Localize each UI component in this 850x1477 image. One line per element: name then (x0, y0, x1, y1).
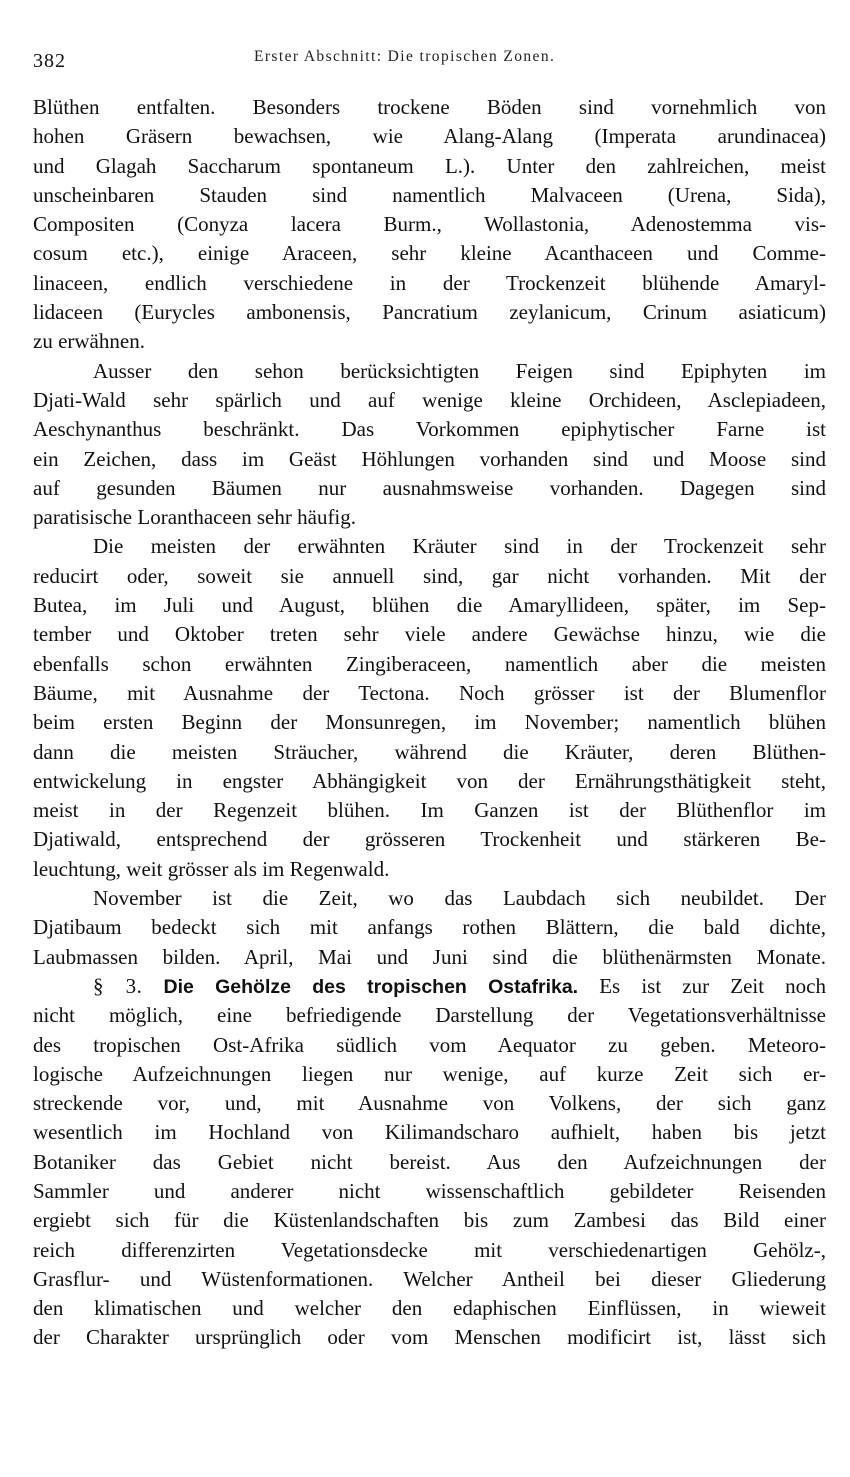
text-line: linaceen, endlich verschiedene in der Trockenzeit blühende Amaryl- (33, 270, 826, 295)
text-line: auf gesunden Bäumen nur ausnahmsweise vorhanden. Dagegen sind (33, 475, 826, 500)
text-line: und Glagah Saccharum spontaneum L.). Unter den zahlreichen, meist (33, 153, 826, 178)
section-title: Die Gehölze des tropischen Ostafrika. (163, 975, 579, 998)
text-line: Ausser den sehon berücksichtigten Feigen sind Epiphyten im (93, 358, 826, 383)
text-line: entwickelung in engster Abhängigkeit von der Ernährungsthätigkeit steht, (33, 768, 826, 793)
text-line: der Charakter ursprünglich oder vom Menschen modificirt ist, lässt sich (33, 1325, 826, 1350)
text-line: nicht möglich, eine befriedigende Darstellung der Vegetationsverhältnisse (33, 1003, 826, 1028)
text-line: reducirt oder, soweit sie annuell sind, gar nicht vorhanden. Mit der (33, 563, 826, 588)
text-line: logische Aufzeichnungen liegen nur wenige, auf kurze Zeit sich er- (33, 1061, 826, 1086)
text-line: meist in der Regenzeit blühen. Im Ganzen ist der Blüthenflor im (33, 798, 826, 823)
running-head-title: Erster Abschnitt: Die tropischen Zonen. (254, 48, 556, 65)
text-line: Aeschynanthus beschränkt. Das Vorkommen epiphytischer Farne ist (33, 417, 826, 442)
text-line: zu erwähnen. (33, 329, 145, 354)
text-line: Djatibaum bedeckt sich mit anfangs rothen Blättern, die bald dichte, (33, 915, 826, 940)
text-line: Sammler und anderer nicht wissenschaftlich gebildeter Reisenden (33, 1178, 826, 1203)
page-number: 382 (33, 50, 66, 72)
text-line: unscheinbaren Stauden sind namentlich Malvaceen (Urena, Sida), (33, 182, 826, 207)
text-line: Laubmassen bilden. April, Mai und Juni sind die blüthenärmsten Monate. (33, 944, 826, 969)
text-line: streckende vor, und, mit Ausnahme von Volkens, der sich ganz (33, 1091, 826, 1116)
paragraphs-block (33, 93, 826, 972)
text-line: reich differenzirten Vegetationsdecke mit verschiedenartigen Gehölz-, (33, 1237, 826, 1262)
text-line: Botaniker das Gebiet nicht bereist. Aus den Aufzeichnungen der (33, 1149, 826, 1174)
text-line: des tropischen Ost-Afrika südlich vom Aequator zu geben. Meteoro- (33, 1032, 826, 1057)
text-line: Compositen (Conyza lacera Burm., Wollastonia, Adenostemma vis- (33, 212, 826, 237)
text-line: lidaceen (Eurycles ambonensis, Pancratium zeylanicum, Crinum asiaticum) (33, 300, 826, 325)
text-line: Bäume, mit Ausnahme der Tectona. Noch grösser ist der Blumenflor (33, 680, 826, 705)
text-line: Blüthen entfalten. Besonders trockene Böden sind vornehmlich von (33, 95, 826, 119)
text-line: leuchtung, weit grösser als im Regenwald. (33, 856, 390, 881)
text-line: beim ersten Beginn der Monsunregen, im November; namentlich blühen (33, 710, 826, 735)
text-line: den klimatischen und welcher den edaphischen Einflüssen, in wieweit (33, 1296, 826, 1321)
text-line: tember und Oktober treten sehr viele andere Gewächse hinzu, wie die (33, 622, 826, 647)
section-heading-line (33, 972, 826, 1001)
section-paragraph-block (33, 1001, 826, 1353)
text-line: paratisische Loranthaceen sehr häufig. (33, 505, 357, 530)
text-line: November ist die Zeit, wo das Laubdach sich neubildet. Der (93, 886, 826, 911)
text-line: cosum etc.), einige Araceen, sehr kleine Acanthaceen und Comme- (33, 241, 826, 266)
text-line: Butea, im Juli und August, blühen die Amaryllideen, später, im Sep- (33, 593, 826, 618)
text-line: ein Zeichen, dass im Geäst Höhlungen vorhanden sind und Moose sind (33, 446, 826, 471)
section-first-line-text: Es ist zur Zeit noch (599, 973, 827, 998)
section-number: § 3. (93, 973, 143, 998)
page-body-text (33, 93, 826, 1353)
text-line: hohen Gräsern bewachsen, wie Alang-Alang (Imperata arundinacea) (33, 124, 826, 149)
text-line: Die meisten der erwähnten Kräuter sind in der Trockenzeit sehr (93, 534, 826, 559)
text-line: Djatiwald, entsprechend der grösseren Trockenheit und stärkeren Be- (33, 827, 826, 852)
text-line: ebenfalls schon erwähnten Zingiberaceen, namentlich aber die meisten (33, 651, 826, 676)
text-line: Grasflur- und Wüstenformationen. Welcher Antheil bei dieser Gliederung (33, 1266, 826, 1291)
text-line: dann die meisten Sträucher, während die Kräuter, deren Blüthen- (33, 739, 826, 764)
text-line: Djati-Wald sehr spärlich und auf wenige kleine Orchideen, Asclepiadeen, (33, 387, 826, 412)
text-line: ergiebt sich für die Küstenlandschaften bis zum Zambesi das Bild einer (33, 1208, 826, 1233)
running-header (30, 44, 830, 74)
text-line: wesentlich im Hochland von Kilimandscharo aufhielt, haben bis jetzt (33, 1120, 826, 1145)
